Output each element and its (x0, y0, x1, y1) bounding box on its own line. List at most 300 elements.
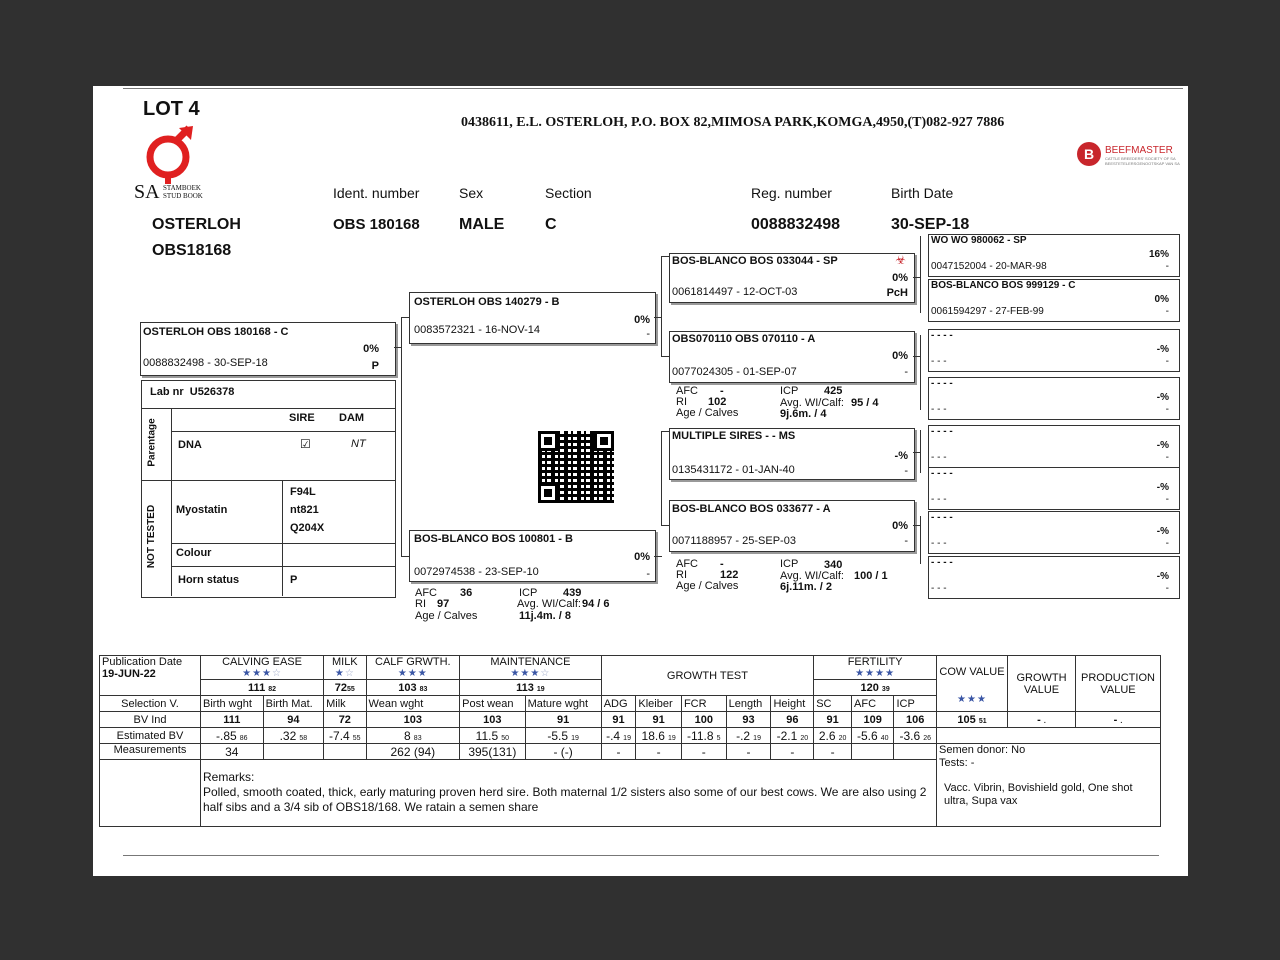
calving-ease-label: CALVING EASE (222, 656, 302, 668)
gg-reg: - - - (931, 452, 947, 463)
dam-sire-pct: -% (894, 450, 908, 462)
gg-name: - - - - (931, 468, 953, 479)
estimated-bv-value (894, 728, 937, 744)
dam-sire-code: - (904, 465, 908, 477)
bv-ind-value: 106 (894, 712, 937, 728)
estimated-bv-value (263, 728, 323, 744)
connector (401, 317, 409, 318)
sire-dam-name: OBS070110 OBS 070110 - A (672, 333, 816, 345)
gg-pct: -% (1156, 526, 1169, 537)
sex-value: MALE (459, 216, 505, 233)
bv-ind-value: 96 (771, 712, 814, 728)
lab-label-text: Lab nr (150, 386, 184, 398)
sire-sire-name: BOS-BLANCO BOS 033044 - SP (672, 255, 838, 267)
growth-value-cell (1008, 712, 1076, 728)
sire-dam-box (669, 331, 915, 383)
myostatin-q204x: Q204X (290, 522, 325, 534)
sex-label: Sex (459, 185, 484, 201)
ebv-value: -5.5 (547, 728, 569, 743)
gg-pct: 16% (1148, 249, 1169, 260)
measurement-value: 262 (94) (366, 744, 460, 760)
gg-pct: -% (1156, 440, 1169, 451)
dna-label: DNA (178, 439, 202, 451)
sire-pct: 0% (634, 314, 650, 326)
sel-milk-acc: 55 (347, 685, 355, 693)
fertility-stars-icon: ★★★★ (855, 667, 896, 679)
section-label: Section (545, 185, 592, 201)
gg-code: - (1165, 452, 1169, 463)
divider (171, 543, 395, 544)
divider (142, 480, 395, 481)
beefmaster-tagline-2: BEESTETELERSGENOOTSKAP VAN SA (1105, 161, 1180, 166)
dam-avg-label: Avg. WI/Calf: (517, 598, 581, 610)
sa-logo-line1: STAMBOEK (163, 184, 201, 192)
connector (654, 556, 662, 557)
divider (171, 408, 172, 596)
ebv-acc: 55 (352, 734, 361, 742)
dam-sire-box (669, 428, 915, 480)
great-grandparent-box (928, 329, 1180, 372)
column-header: ICP (894, 696, 937, 712)
cow-value: 105 (957, 713, 976, 726)
dd-age-label: Age / Calves (676, 580, 739, 592)
ebv-acc: 20 (838, 734, 847, 742)
column-header: SC (814, 696, 852, 712)
reg-number: 0088832498 (751, 216, 840, 233)
cow-value-acc: 51 (978, 717, 987, 725)
great-grandparent-box (928, 511, 1180, 554)
estimated-bv-row (100, 728, 1161, 744)
gg-reg: - - - (931, 404, 947, 415)
lab-label (150, 386, 234, 398)
dam-icp: 439 (563, 587, 582, 599)
sd-age-label: Age / Calves (676, 407, 739, 419)
blank-cell (937, 728, 1161, 744)
ebv-value: -11.8 (687, 728, 714, 743)
beefmaster-logo (1077, 142, 1187, 170)
dam-pct: 0% (634, 551, 650, 563)
ebv-acc: 5 (716, 734, 721, 742)
dd-ri: 122 (720, 569, 739, 581)
dam-afc-label: AFC (415, 587, 437, 599)
ebv-value: 18.6 (641, 728, 665, 743)
dd-afc-label: AFC (676, 558, 698, 570)
measurement-value (852, 744, 894, 760)
divider (171, 566, 395, 567)
dam-dam-name: BOS-BLANCO BOS 033677 - A (672, 503, 831, 515)
sd-ri: 102 (708, 396, 727, 408)
bv-ind-value: 109 (852, 712, 894, 728)
bv-ind-row (100, 712, 1161, 728)
ebv-acc: 20 (800, 734, 809, 742)
dd-icp-label: ICP (780, 558, 799, 570)
calving-ease-header (201, 656, 324, 680)
connector (920, 430, 921, 473)
connector (661, 431, 669, 432)
sire-col-header: SIRE (289, 412, 315, 424)
great-grandparent-box (928, 556, 1180, 599)
parentage-panel (141, 380, 396, 598)
gg-reg: - - - (931, 494, 947, 505)
sel-maintenance (460, 680, 602, 696)
column-header: Length (726, 696, 771, 712)
ebv-value: -5.6 (856, 728, 878, 743)
growth-value-acc: . (1043, 717, 1046, 725)
ebv-value: -.4 (606, 728, 621, 743)
ident-number: OBS 180168 (333, 216, 420, 233)
sel-maintenance-value: 113 (516, 681, 534, 694)
dam-dam-reg: 0071188957 - 25-SEP-03 (672, 535, 796, 547)
sd-icp: 425 (824, 385, 843, 397)
gg-name: - - - - (931, 557, 953, 568)
connector (913, 525, 920, 526)
sd-icp-label: ICP (780, 385, 799, 397)
ebv-value: -.85 (216, 728, 237, 743)
fertility-header (814, 656, 937, 680)
maintenance-label: MAINTENANCE (490, 656, 571, 668)
measurements-row (100, 744, 1161, 760)
column-header: Height (771, 696, 814, 712)
bv-ind-value: 91 (814, 712, 852, 728)
cow-value-stars-icon: ★★★ (957, 694, 987, 705)
gg-code: - (1165, 583, 1169, 594)
fertility-label: FERTILITY (847, 655, 903, 668)
measurement-value: 34 (201, 744, 264, 760)
gg-reg: 0061594297 - 27-FEB-99 (931, 306, 1044, 317)
dam-age: 11j.4m. / 8 (519, 610, 571, 622)
great-grandparent-box (928, 279, 1180, 322)
estimated-bv-value (852, 728, 894, 744)
divider (171, 431, 395, 432)
sa-logo-caption (163, 184, 203, 200)
measurement-value (324, 744, 366, 760)
bv-ind-value: 103 (366, 712, 460, 728)
connector (401, 556, 409, 557)
sd-age: 9j.6m. / 4 (780, 408, 827, 420)
dna-dam-value: NT (351, 438, 366, 450)
dam-dam-box (669, 500, 915, 552)
connector (920, 335, 921, 410)
measurement-value: - (601, 744, 636, 760)
connector (661, 356, 669, 357)
measurements-label: Measurements (100, 744, 201, 760)
gg-pct: -% (1156, 344, 1169, 355)
cow-value-header (937, 656, 1008, 712)
lot-number: LOT 4 (143, 98, 200, 120)
sire-reg: 0083572321 - 16-NOV-14 (414, 324, 540, 336)
dam-sire-reg: 0135431172 - 01-JAN-40 (672, 464, 795, 476)
ebv-acc: 26 (923, 734, 931, 742)
divider (282, 481, 283, 596)
ebv-acc: 19 (571, 734, 579, 742)
ebv-acc: 58 (299, 734, 308, 742)
gg-code: - (1165, 306, 1169, 317)
production-value-header: PRODUCTION VALUE (1076, 656, 1161, 712)
sd-afc-label: AFC (676, 385, 698, 397)
bv-ind-value: 91 (525, 712, 601, 728)
publication-label: Publication Date (102, 656, 183, 668)
measurement-value: - (726, 744, 771, 760)
estimated-bv-value (636, 728, 682, 744)
animal-name: OSTERLOH OBS 180168 - C (143, 326, 289, 338)
prod-value-acc: . (1120, 717, 1123, 725)
measurement-value: - (-) (525, 744, 601, 760)
prod-value-cell (1076, 712, 1161, 728)
column-header: ADG (601, 696, 636, 712)
sire-code: - (646, 328, 650, 340)
cow-value-label: COW VALUE (939, 666, 1005, 678)
notes-cell (937, 744, 1161, 827)
measurement-value: - (681, 744, 726, 760)
gg-name: - - - - (931, 330, 953, 341)
stud-certificate-page (93, 86, 1188, 876)
column-header: Mature wght (525, 696, 601, 712)
measurement-value (894, 744, 937, 760)
gg-name: - - - - (931, 426, 953, 437)
column-header: AFC (852, 696, 894, 712)
dam-ri: 97 (437, 598, 450, 610)
milk-label: MILK (331, 656, 358, 668)
calf-growth-label: CALF GRWTH. (375, 656, 451, 668)
milk-stars-icon: ★☆ (334, 668, 355, 679)
growth-test-header: GROWTH TEST (601, 656, 814, 696)
dam-dam-pct: 0% (892, 520, 908, 532)
ebv-value: -.2 (736, 728, 751, 743)
remarks-cell (201, 760, 937, 827)
dam-code: - (646, 568, 650, 580)
gg-code: - (1165, 538, 1169, 549)
bv-ind-value: 94 (263, 712, 323, 728)
owner-address: 0438611, E.L. OSTERLOH, P.O. BOX 82,MIMOSA PARK,KOMGA,4950,(T)082-927 7886 (461, 115, 1005, 130)
publication-date: 19-JUN-22 (102, 668, 156, 680)
ebv-value: -3.6 (899, 728, 921, 743)
qr-finder (538, 483, 558, 503)
estimated-bv-value (460, 728, 525, 744)
maintenance-stars-icon: ★★★☆ (510, 668, 551, 679)
herd-id: OBS18168 (152, 242, 232, 259)
estimated-bv-value (324, 728, 366, 744)
estimated-bv-value (681, 728, 726, 744)
birth-label: Birth Date (891, 185, 954, 201)
column-header: Birth Mat. (263, 696, 323, 712)
dam-dam-code: - (904, 535, 908, 547)
dam-icp-label: ICP (519, 587, 538, 599)
sa-mini-logo-icon: ☣ (895, 253, 906, 267)
ident-label: Ident. number (333, 185, 420, 201)
measurement-value: 395(131) (460, 744, 525, 760)
connector (661, 431, 662, 526)
selection-label: Selection V. (100, 696, 201, 712)
sel-fertility (814, 680, 937, 696)
gg-reg: - - - (931, 356, 947, 367)
bottom-rule (123, 855, 1159, 856)
estimated-bv-value (726, 728, 771, 744)
myostatin-label: Myostatin (176, 504, 228, 516)
sd-avg: 95 / 4 (851, 397, 879, 409)
animal-pct: 0% (363, 343, 379, 355)
birth-date: 30-SEP-18 (891, 216, 970, 233)
sel-calving-ease-acc: 82 (268, 685, 277, 693)
connector (913, 452, 920, 453)
sa-logo-text: SA (134, 181, 160, 203)
animal-reg: 0088832498 - 30-SEP-18 (143, 357, 268, 369)
estimated-bv-value (366, 728, 460, 744)
sire-sire-reg: 0061814497 - 12-OCT-03 (672, 286, 798, 298)
great-grandparent-box (928, 234, 1180, 277)
dam-name: BOS-BLANCO BOS 100801 - B (414, 533, 573, 545)
beefmaster-name: BEEFMASTER (1105, 145, 1173, 156)
sire-dam-reg: 0077024305 - 01-SEP-07 (672, 366, 797, 378)
dd-icp: 340 (824, 559, 843, 571)
blank-cell (100, 760, 201, 827)
great-grandparent-box (928, 467, 1180, 510)
not-tested-vertical-label: NOT TESTED (146, 504, 158, 569)
growth-value: - (1037, 713, 1041, 726)
breeder-name: OSTERLOH (152, 216, 241, 233)
gg-pct: -% (1156, 571, 1169, 582)
column-header: Post wean (460, 696, 525, 712)
sa-studbook-logo (133, 124, 223, 204)
dam-reg: 0072974538 - 23-SEP-10 (414, 566, 539, 578)
remarks-label: Remarks: (203, 770, 255, 784)
ebv-acc: 50 (501, 734, 509, 742)
animal-box (140, 322, 396, 376)
gg-pct: -% (1156, 482, 1169, 493)
colour-label: Colour (176, 547, 212, 559)
publication-cell (100, 656, 201, 696)
sel-calf-growth-value: 103 (398, 681, 417, 694)
gg-pct: 0% (1154, 294, 1169, 305)
dam-ri-label: RI (415, 598, 426, 610)
calf-growth-stars-icon: ★★★ (397, 668, 428, 679)
section-value: C (545, 216, 557, 233)
dd-avg-label: Avg. WI/Calf: (780, 570, 844, 582)
divider (142, 408, 395, 409)
parentage-vertical-label: Parentage (146, 418, 158, 467)
lab-number: U526378 (189, 386, 235, 398)
ebv-value: -7.4 (329, 728, 350, 743)
bv-ind-value: 111 (201, 712, 264, 728)
sa-logo-line2: STUD BOOK (163, 192, 203, 200)
sel-fertility-value: 120 (860, 681, 879, 694)
calving-ease-stars-icon: ★★★☆ (242, 668, 282, 679)
ebv-acc: 19 (667, 734, 676, 742)
connector (661, 525, 669, 526)
dam-age-label: Age / Calves (415, 610, 478, 622)
ebv-acc: 19 (623, 734, 631, 742)
column-header: Wean wght (366, 696, 460, 712)
dd-ri-label: RI (676, 569, 687, 581)
bv-ind-value: 72 (324, 712, 366, 728)
great-grandparent-box (928, 377, 1180, 420)
gg-code: - (1165, 494, 1169, 505)
sel-calving-ease (201, 680, 324, 696)
gg-name: BOS-BLANCO BOS 999129 - C (931, 280, 1076, 291)
animal-code: P (371, 360, 379, 372)
ebv-acc: 40 (880, 734, 889, 742)
estimated-bv-label: Estimated BV (100, 728, 201, 744)
sel-calf-growth (366, 680, 460, 696)
dd-afc: - (720, 558, 724, 570)
dd-age: 6j.11m. / 2 (780, 581, 832, 593)
qr-code[interactable] (538, 431, 614, 503)
dam-avg: 94 / 6 (582, 598, 610, 610)
column-header: Birth wght (201, 696, 264, 712)
myostatin-f94l: F94L (290, 486, 316, 498)
sel-maintenance-acc: 19 (536, 685, 545, 693)
estimated-bv-value (814, 728, 852, 744)
connector (920, 516, 921, 564)
horn-status-label: Horn status (178, 574, 240, 586)
top-rule (123, 88, 1183, 89)
vaccinations: Vacc. Vibrin, Bovishield gold, One shot ultra, Supa vax (944, 782, 1133, 807)
connector (401, 317, 402, 557)
prod-value: - (1113, 713, 1118, 726)
qr-finder (594, 431, 614, 451)
ebv-value: .32 (279, 728, 297, 743)
gg-reg: - - - (931, 583, 947, 594)
column-header: Milk (324, 696, 366, 712)
sa-logo-icon (143, 124, 203, 186)
column-header: Kleiber (636, 696, 682, 712)
gg-code: - (1165, 404, 1169, 415)
sire-name: OSTERLOH OBS 140279 - B (414, 296, 560, 308)
myostatin-nt821: nt821 (290, 504, 319, 516)
connector (920, 236, 921, 313)
checkbox-checked-icon: ☑ (300, 437, 311, 451)
sire-dam-code: - (904, 366, 908, 378)
milk-header (324, 656, 366, 680)
maintenance-header (460, 656, 602, 680)
gg-name: - - - - (931, 512, 953, 523)
dam-afc: 36 (460, 587, 473, 599)
semen-donor: Semen donor: No (939, 744, 1026, 756)
ebv-value: 2.6 (818, 728, 836, 743)
tests: Tests: - (939, 757, 975, 769)
connector (913, 356, 920, 357)
gg-pct: -% (1156, 392, 1169, 403)
sire-sire-box (669, 253, 915, 303)
bv-ind-value: 91 (601, 712, 636, 728)
column-header: FCR (681, 696, 726, 712)
bv-ind-value: 91 (636, 712, 682, 728)
connector (661, 256, 669, 257)
sire-sire-code: PcH (886, 287, 908, 299)
remarks-text: Polled, smooth coated, thick, early maturing proven herd sire. Both maternal 1/2 sisters also some of our best cows. We are also using 2 half sibs and a 3/4 sib of OBS18/168. We ratain a semen share (203, 785, 927, 814)
breeding-values-table (99, 655, 1161, 827)
connector (913, 277, 920, 278)
gg-reg: - - - (931, 538, 947, 549)
sel-calving-ease-value: 111 (248, 681, 266, 694)
ebv-value: -2.1 (776, 728, 798, 743)
sire-dam-pct: 0% (892, 350, 908, 362)
ebv-acc: 83 (413, 734, 422, 742)
bv-ind-value: 103 (460, 712, 525, 728)
dam-col-header: DAM (339, 412, 365, 424)
calf-growth-header (366, 656, 460, 680)
measurement-value: - (771, 744, 814, 760)
reg-label: Reg. number (751, 185, 832, 201)
horn-status-value: P (290, 574, 298, 586)
measurement-value (263, 744, 323, 760)
estimated-bv-value (771, 728, 814, 744)
cow-value-cell (937, 712, 1008, 728)
gg-code: - (1165, 356, 1169, 367)
bv-ind-value: 100 (681, 712, 726, 728)
ebv-acc: 86 (239, 734, 248, 742)
growth-value-header: GROWTH VALUE (1008, 656, 1076, 712)
sd-avg-label: Avg. WI/Calf: (780, 397, 844, 409)
